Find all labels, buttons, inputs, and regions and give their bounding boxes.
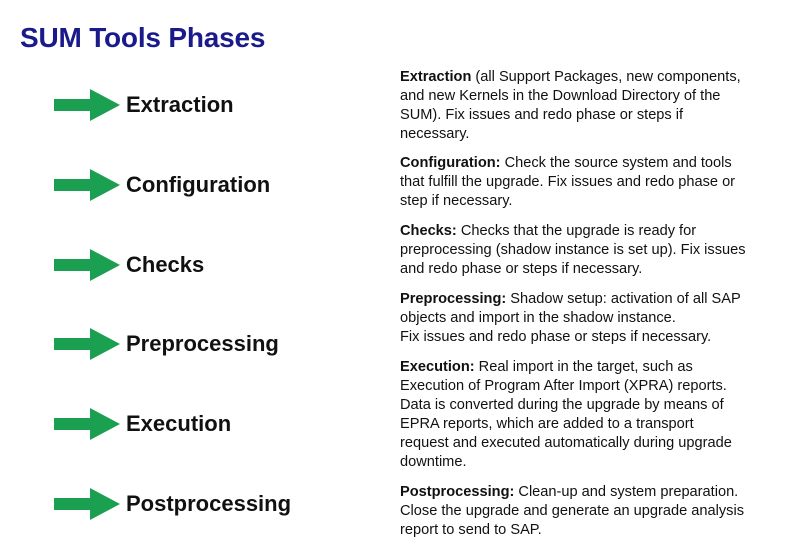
description-line: that fulfill the upgrade. Fix issues and redo phase or: [400, 174, 736, 190]
description-line: preprocessing (shadow instance is set up). Fix issues: [400, 242, 746, 258]
description-line: objects and import in the shadow instance.: [400, 310, 676, 326]
description-line: Execution of Program After Import (XPRA) reports.: [400, 378, 727, 394]
phase-term: Configuration:: [400, 155, 501, 171]
description-line: [400, 358, 792, 377]
phase-item-configuration: [54, 168, 270, 202]
phase-item-checks: [54, 248, 204, 282]
phase-description-preprocessing: [400, 290, 792, 347]
description-text: Shadow setup: activation of all SAP: [506, 291, 741, 307]
description-line: [400, 154, 792, 173]
phase-name: Postprocessing: [126, 491, 292, 516]
description-line: EPRA reports, which are added to a transport: [400, 416, 694, 432]
phase-item-postprocessing: [54, 487, 291, 521]
arrow-right-icon: [54, 89, 120, 121]
description-line: SUM). Fix issues and redo phase or steps if: [400, 107, 684, 123]
description-line: step if necessary.: [400, 193, 513, 209]
phase-term: Extraction: [400, 69, 472, 85]
description-text: Real import in the target, such as: [474, 359, 693, 375]
phase-term: Preprocessing:: [400, 291, 507, 307]
phase-description-postprocessing: [400, 483, 792, 540]
description-line: Data is converted during the upgrade by means of: [400, 397, 724, 413]
description-line: downtime.: [400, 454, 467, 470]
description-line: necessary.: [400, 126, 470, 142]
description-line: request and executed automatically during upgrade: [400, 435, 732, 451]
description-text: Check the source system and tools: [500, 155, 732, 171]
phase-term: Postprocessing:: [400, 484, 515, 500]
phase-name: Execution: [126, 411, 232, 436]
description-line: [400, 483, 792, 502]
arrow-right-icon: [54, 408, 120, 440]
phase-description-checks: [400, 222, 792, 279]
arrow-right-icon: [54, 488, 120, 520]
description-line: and redo phase or steps if necessary.: [400, 261, 643, 277]
phase-item-preprocessing: [54, 327, 279, 361]
description-line: [400, 222, 792, 241]
arrow-right-icon: [54, 249, 120, 281]
phase-name: Configuration: [126, 172, 271, 197]
phase-name: Checks: [126, 252, 205, 277]
arrow-right-icon: [54, 169, 120, 201]
phase-name: Preprocessing: [126, 331, 279, 356]
description-line: Fix issues and redo phase or steps if necessary.: [400, 329, 712, 345]
description-line: Close the upgrade and generate an upgrade analysis: [400, 503, 745, 519]
phase-name: Extraction: [126, 92, 234, 117]
phase-description-extraction: [400, 68, 792, 144]
page-title: SUM Tools Phases: [20, 22, 266, 53]
phase-item-extraction: [54, 88, 234, 122]
phase-description-configuration: [400, 154, 792, 211]
description-text: Clean-up and system preparation.: [514, 484, 739, 500]
phase-term: Execution:: [400, 359, 475, 375]
description-text: Checks that the upgrade is ready for: [456, 223, 697, 239]
description-text: (all Support Packages, new components,: [471, 69, 741, 85]
description-line: [400, 290, 792, 309]
arrow-right-icon: [54, 328, 120, 360]
description-line: and new Kernels in the Download Directory of the: [400, 88, 721, 104]
phase-description-execution: [400, 358, 792, 472]
phase-term: Checks:: [400, 223, 457, 239]
phase-item-execution: [54, 407, 231, 441]
description-line: report to send to SAP.: [400, 522, 542, 538]
description-line: [400, 68, 792, 87]
